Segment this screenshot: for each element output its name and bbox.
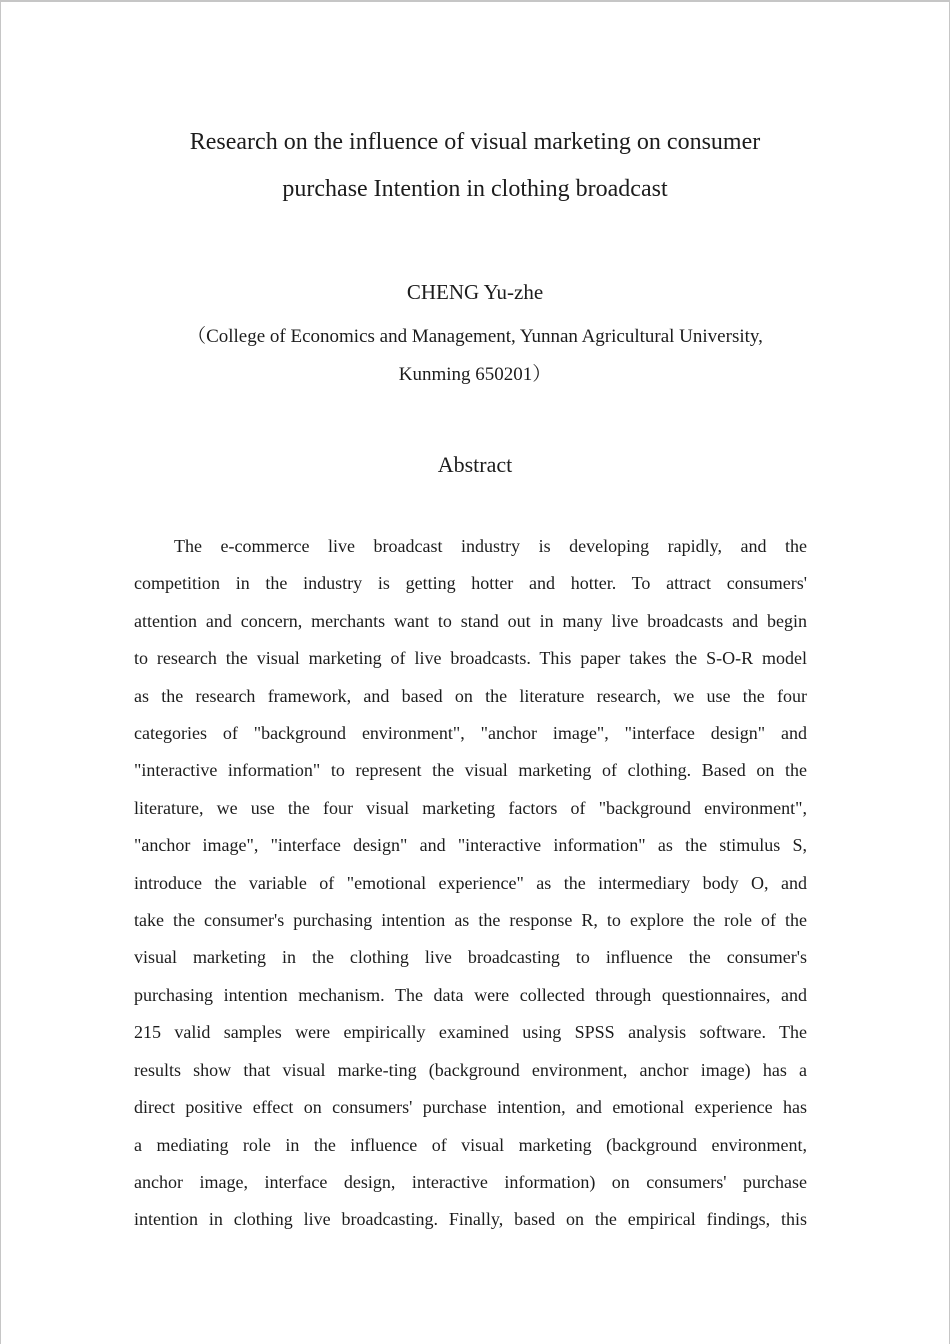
- abstract-line: introduce the variable of "emotional experience" as the intermediary body O, and: [134, 872, 807, 893]
- abstract-line: results show that visual marke-ting (background environment, anchor image) has a: [134, 1059, 807, 1080]
- abstract-line: literature, we use the four visual marketing factors of "background environment",: [134, 797, 807, 818]
- paper-title-line-1: Research on the influence of visual marketing on consumer: [189, 129, 761, 155]
- abstract-line: direct positive effect on consumers' purchase intention, and emotional experience has: [134, 1097, 807, 1118]
- abstract-line: The e-commerce live broadcast industry is developing rapidly, and the: [174, 536, 807, 556]
- abstract-line: a mediating role in the influence of visual marketing (background environment,: [134, 1134, 807, 1155]
- affiliation-line-1: （College of Economics and Management, Yunnan Agricultural University,: [187, 326, 763, 347]
- abstract-line: to research the visual marketing of live broadcasts. This paper takes the S-O-R model: [134, 648, 807, 669]
- abstract-line: intention in clothing live broadcasting. Finally, based on the empirical findings, this: [134, 1209, 807, 1230]
- abstract-heading: Abstract: [437, 452, 513, 477]
- abstract-line: attention and concern, merchants want to stand out in many live broadcasts and begin: [134, 610, 807, 631]
- abstract-line: categories of "background environment", "anchor image", "interface design" and: [134, 723, 807, 744]
- abstract-line: visual marketing in the clothing live broadcasting to influence the consumer's: [134, 947, 807, 968]
- abstract-line: competition in the industry is getting hotter and hotter. To attract consumers': [134, 573, 807, 594]
- abstract-line: as the research framework, and based on the literature research, we use the four: [134, 685, 807, 706]
- abstract-line: purchasing intention mechanism. The data were collected through questionnaires, and: [134, 984, 807, 1005]
- paper-title: [1, 119, 949, 213]
- author-name: CHENG Yu-zhe: [406, 280, 544, 304]
- abstract-line: 215 valid samples were empirically examined using SPSS analysis software. The: [134, 1022, 807, 1043]
- abstract-line: take the consumer's purchasing intention as the response R, to explore the role of the: [134, 910, 807, 931]
- affiliation-line-2: Kunming 650201）: [398, 364, 552, 385]
- abstract-line: "anchor image", "interface design" and "interactive information" as the stimulus S,: [134, 835, 807, 856]
- paper-title-line-2: purchase Intention in clothing broadcast: [282, 176, 668, 202]
- abstract-line: anchor image, interface design, interactive information) on consumers' purchase: [134, 1171, 807, 1192]
- abstract-line: "interactive information" to represent the visual marketing of clothing. Based on the: [134, 760, 807, 781]
- abstract-paragraph: [134, 528, 807, 1239]
- author-affiliation: [1, 318, 949, 394]
